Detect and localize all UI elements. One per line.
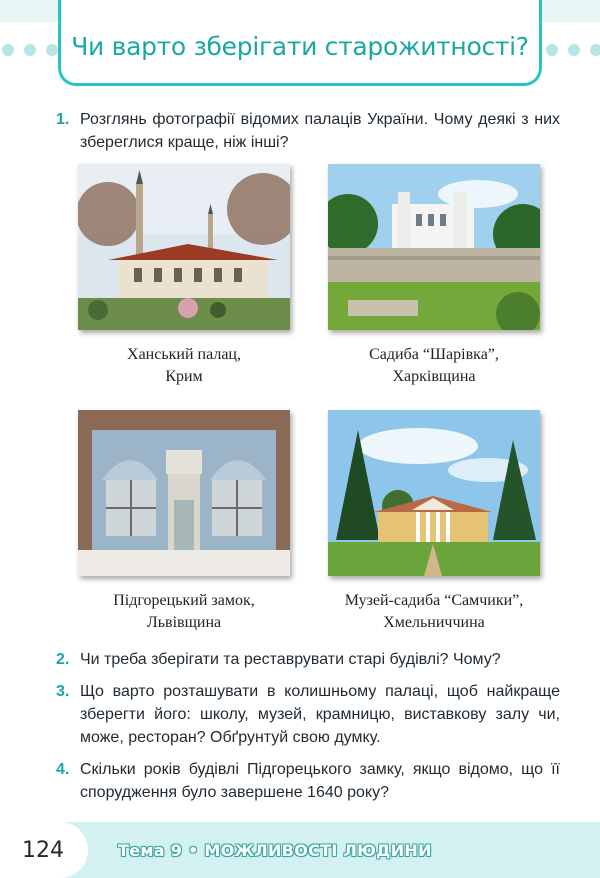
- question-number: 3.: [56, 683, 70, 700]
- question-text: Скільки років будівлі Підгорецького замку, якщо відомо, що її спорудження було завершене 1640 року?: [80, 761, 560, 801]
- photo-khan-palace: [78, 164, 290, 330]
- photo-pidhirtsi-castle: [78, 410, 290, 576]
- question-number: 2.: [56, 651, 70, 668]
- caption-samchyky: Музей-садиба “Самчики”, Хмельниччина: [344, 592, 524, 631]
- question-text: Чи треба зберігати та реставрувати старі будівлі? Чому?: [80, 651, 501, 668]
- title-frame: [58, 0, 542, 86]
- question-3: [56, 680, 560, 749]
- page-number: 124: [22, 838, 64, 863]
- question-2: [56, 648, 560, 671]
- caption-pidhirtsi-castle: Підгорецький замок, Львівщина: [113, 592, 255, 631]
- caption-sharivka: Садиба “Шарівка”, Харківщина: [369, 346, 499, 385]
- decor-dots-right: [546, 44, 600, 56]
- decor-dots-left: [2, 44, 58, 56]
- page-title: Чи варто зберігати старожитності?: [71, 32, 529, 61]
- question-text: Що варто розташувати в колишньому палаці, щоб найкраще зберегти його: школу, музей, крамницю, виставкову залу чи, може, ресторан? Обґрунтуй свою думку.: [80, 683, 560, 746]
- photo-sharivka: [328, 164, 540, 330]
- photo-samchyky: [328, 410, 540, 576]
- question-1: [56, 108, 560, 154]
- question-number: 4.: [56, 761, 70, 778]
- caption-khan-palace: Ханський палац, Крим: [127, 346, 241, 385]
- footer-topic: Тема 9 • МОЖЛИВОСТІ ЛЮДИНИ: [118, 841, 432, 860]
- question-4: [56, 758, 560, 804]
- question-text: Розглянь фотографії відомих палаців України. Чому деякі з них збереглися краще, ніж інші?: [80, 111, 560, 151]
- question-number: 1.: [56, 111, 70, 128]
